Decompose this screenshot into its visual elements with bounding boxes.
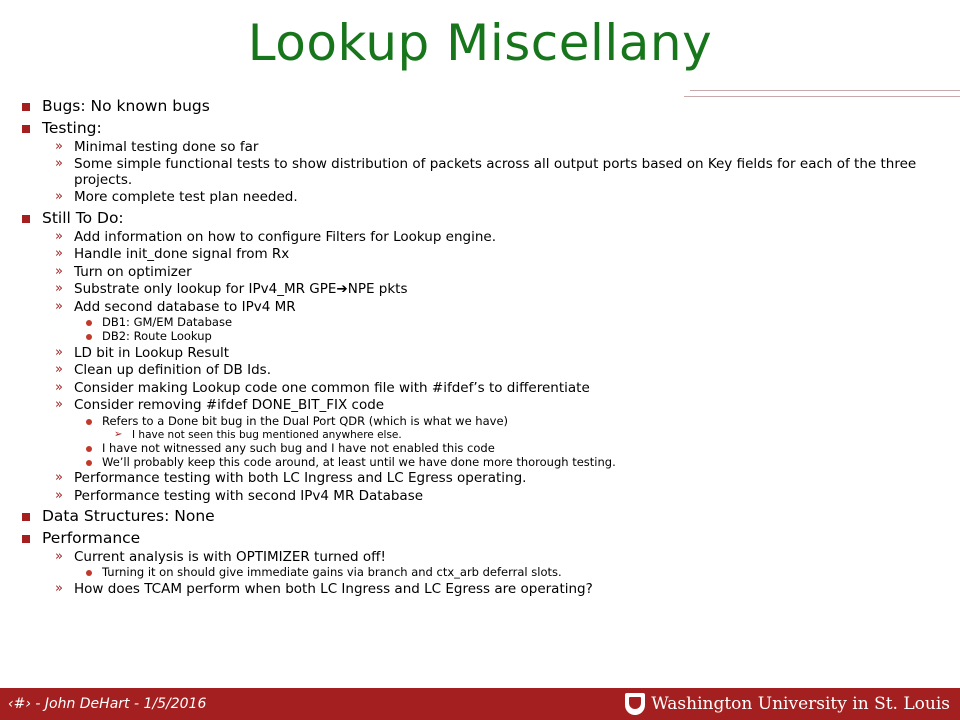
chevron-bullet-icon: » bbox=[55, 138, 63, 154]
chevron-bullet-icon: » bbox=[55, 344, 63, 360]
chevron-bullet-icon: » bbox=[55, 487, 63, 503]
bullet-item-level-2 bbox=[22, 398, 947, 414]
bullet-text: Turn on optimizer bbox=[74, 263, 192, 280]
chevron-bullet-icon: » bbox=[55, 298, 63, 314]
square-bullet-icon bbox=[22, 215, 30, 223]
chevron-bullet-icon: » bbox=[55, 246, 63, 262]
bullet-text: Add information on how to configure Filters for Lookup engine. bbox=[74, 228, 497, 245]
bullet-item-level-2 bbox=[22, 381, 947, 397]
footer-text: ‹#› - John DeHart - 1/5/2016 bbox=[8, 696, 207, 712]
dot-bullet-icon bbox=[86, 460, 92, 466]
chevron-bullet-icon: » bbox=[55, 379, 63, 395]
bullet-text: I have not witnessed any such bug and I have not enabled this code bbox=[102, 440, 495, 455]
square-bullet-icon bbox=[22, 125, 30, 133]
bullet-text: Testing: bbox=[42, 118, 102, 137]
chevron-bullet-icon: » bbox=[55, 470, 63, 486]
dot-bullet-icon bbox=[86, 419, 92, 425]
title-rule-top bbox=[690, 90, 960, 91]
bullet-item-level-2 bbox=[22, 346, 947, 362]
slide-title: Lookup Miscellany bbox=[247, 14, 713, 72]
bullet-text: Performance testing with second IPv4 MR Database bbox=[74, 487, 424, 504]
dot-bullet-icon bbox=[86, 334, 92, 340]
chevron-bullet-icon: » bbox=[55, 189, 63, 205]
bullet-text: Consider removing #ifdef DONE_BIT_FIX code bbox=[74, 397, 385, 414]
bullet-list bbox=[22, 94, 947, 597]
bullet-item-level-4 bbox=[22, 429, 947, 441]
chevron-bullet-icon: » bbox=[55, 156, 63, 172]
university-name: Washington University in St. Louis bbox=[651, 694, 950, 714]
bullet-item-level-2 bbox=[22, 190, 947, 206]
bullet-text: How does TCAM perform when both LC Ingress and LC Egress are operating? bbox=[74, 580, 593, 597]
bullet-item-level-2 bbox=[22, 300, 947, 316]
bullet-text: Refers to a Done bit bug in the Dual Port QDR (which is what we have) bbox=[102, 413, 509, 428]
bullet-text: LD bit in Lookup Result bbox=[74, 344, 230, 361]
bullet-text: I have not seen this bug mentioned anywhere else. bbox=[132, 428, 402, 441]
bullet-text: Current analysis is with OPTIMIZER turned off! bbox=[74, 548, 386, 565]
dot-bullet-icon bbox=[86, 570, 92, 576]
bullet-item-level-1 bbox=[22, 98, 947, 116]
bullet-item-level-3 bbox=[22, 415, 947, 428]
university-brand bbox=[625, 692, 950, 716]
bullet-item-level-2 bbox=[22, 471, 947, 487]
chevron-bullet-icon: » bbox=[55, 580, 63, 596]
bullet-text: More complete test plan needed. bbox=[74, 189, 298, 206]
bullet-text: Handle init_done signal from Rx bbox=[74, 246, 290, 263]
bullet-item-level-2 bbox=[22, 140, 947, 156]
square-bullet-icon bbox=[22, 103, 30, 111]
bullet-item-level-1 bbox=[22, 120, 947, 138]
bullet-item-level-2 bbox=[22, 282, 947, 298]
footer-bar bbox=[0, 688, 960, 720]
bullet-text: Still To Do: bbox=[42, 208, 124, 227]
bullet-text: Clean up definition of DB Ids. bbox=[74, 362, 271, 379]
bullet-item-level-3 bbox=[22, 316, 947, 329]
dot-bullet-icon bbox=[86, 446, 92, 452]
chevron-bullet-icon: » bbox=[55, 281, 63, 297]
bullet-text: Performance bbox=[42, 529, 141, 548]
chevron-bullet-icon: » bbox=[55, 397, 63, 413]
bullet-text: Minimal testing done so far bbox=[74, 138, 259, 155]
bullet-item-level-2 bbox=[22, 582, 947, 598]
bullet-text: Substrate only lookup for IPv4_MR GPE➔NPE pkts bbox=[74, 281, 408, 298]
bullet-item-level-2 bbox=[22, 550, 947, 566]
bullet-text: Add second database to IPv4 MR bbox=[74, 298, 296, 315]
bullet-item-level-3 bbox=[22, 330, 947, 343]
bullet-item-level-1 bbox=[22, 210, 947, 228]
bullet-text: We’ll probably keep this code around, at least until we have done more thorough testing. bbox=[102, 455, 616, 470]
bullet-item-level-2 bbox=[22, 247, 947, 263]
chevron-bullet-icon: » bbox=[55, 548, 63, 564]
bullet-text: Performance testing with both LC Ingress and LC Egress operating. bbox=[74, 470, 527, 487]
bullet-text: Data Structures: None bbox=[42, 507, 215, 526]
bullet-text: DB2: Route Lookup bbox=[102, 329, 212, 344]
bullet-item-level-3 bbox=[22, 442, 947, 455]
chevron-bullet-icon: » bbox=[55, 263, 63, 279]
bullet-item-level-1 bbox=[22, 530, 947, 548]
bullet-text: Some simple functional tests to show distribution of packets across all output ports based on Key fields for each of the three projects. bbox=[74, 156, 917, 188]
chevron-bullet-icon: » bbox=[55, 362, 63, 378]
bullet-item-level-2 bbox=[22, 489, 947, 505]
university-shield-icon bbox=[625, 693, 645, 715]
bullet-item-level-2 bbox=[22, 265, 947, 281]
dot-bullet-icon bbox=[86, 320, 92, 326]
bullet-item-level-3 bbox=[22, 566, 947, 579]
bullet-text: Bugs: No known bugs bbox=[42, 97, 210, 115]
bullet-text: DB1: GM/EM Database bbox=[102, 315, 233, 330]
bullet-text: Turning it on should give immediate gains via branch and ctx_arb deferral slots. bbox=[102, 565, 562, 580]
arrow-bullet-icon: ➢ bbox=[114, 428, 123, 440]
bullet-item-level-2 bbox=[22, 230, 947, 246]
chevron-bullet-icon: » bbox=[55, 228, 63, 244]
square-bullet-icon bbox=[22, 513, 30, 521]
square-bullet-icon bbox=[22, 535, 30, 543]
bullet-text: Consider making Lookup code one common file with #ifdef’s to differentiate bbox=[74, 379, 590, 396]
bullet-item-level-2 bbox=[22, 157, 947, 188]
bullet-item-level-1 bbox=[22, 508, 947, 526]
bullet-item-level-3 bbox=[22, 456, 947, 469]
bullet-item-level-2 bbox=[22, 363, 947, 379]
